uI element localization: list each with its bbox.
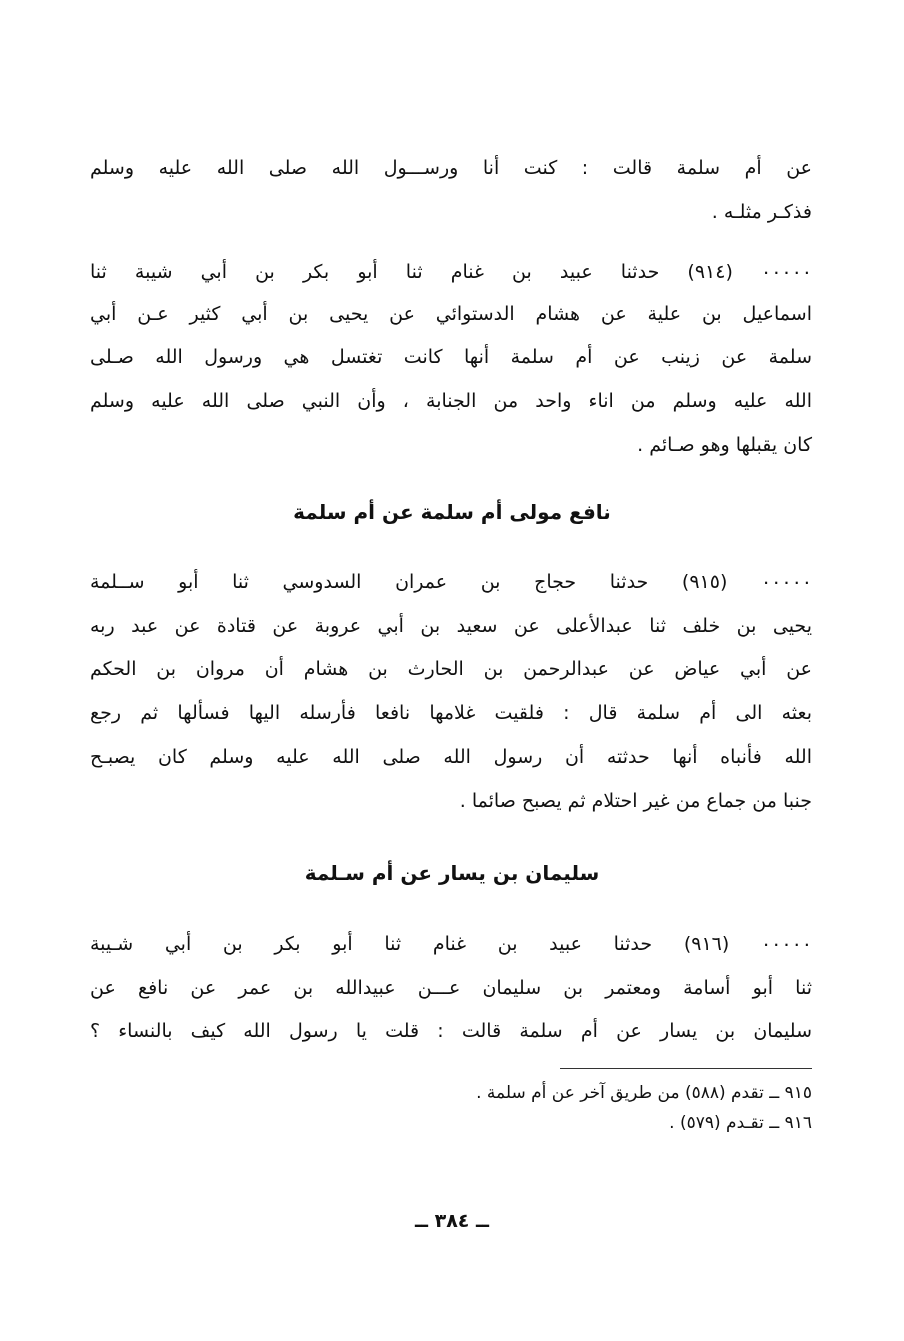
text-line: الله فأنباه أنها حدثته أن رسول الله صلى الله عليه وسلم كان يصبـح	[90, 746, 812, 768]
text-line: بعثه الى أم سلمة قال : فلقيت غلامها نافعا فأرسله اليها فسألها ثم رجع	[90, 702, 812, 724]
text-line: سلمة عن زينب عن أم سلمة أنها كانت تغتسل هي ورسول الله صـلى	[90, 346, 812, 368]
text-line: عن أبي عياض عن عبدالرحمن بن الحارث بن هشام أن مروان بن الحكم	[90, 658, 812, 680]
section-heading: سليمان بن يسار عن أم سـلمة	[304, 861, 600, 885]
section-heading: نافع مولى أم سلمة عن أم سلمة	[293, 500, 611, 524]
text-line: يحيى بن خلف ثنا عبدالأعلى عن سعيد بن أبي عروبة عن قتادة عن عبد ربه	[90, 615, 812, 637]
page-number: ــ ٣٨٤ ــ	[414, 1210, 489, 1232]
text-line: ٠٠٠٠٠ (٩١٦) حدثنا عبيد بن غنام ثنا أبو بكر بن أبي شـيبة	[90, 933, 812, 955]
text-line: ثنا أبو أسامة ومعتمر بن سليمان عـــن عبيدالله بن عمر عن نافع عن	[90, 977, 812, 999]
footnote-rule	[560, 1068, 812, 1069]
text-line: سليمان بن يسار عن أم سلمة قالت : قلت يا رسول الله كيف بالنساء ؟	[90, 1020, 812, 1042]
footnote: ٩١٥ ــ تقدم (٥٨٨) من طريق آخر عن أم سلمة .	[476, 1083, 812, 1103]
text-line: ٠٠٠٠٠ (٩١٥) حدثنا حجاج بن عمران السدوسي ثنا أبو ســلمة	[90, 571, 812, 593]
text-line: اسماعيل بن علية عن هشام الدستوائي عن يحيى بن أبي كثير عـن أبي	[90, 303, 812, 325]
footnote: ٩١٦ ــ تقـدم (٥٧٩) .	[669, 1113, 812, 1133]
text-line: كان يقبلها وهو صـائم .	[637, 434, 812, 456]
text-line: جنبا من جماع من غير احتلام ثم يصبح صائما .	[459, 790, 812, 812]
text-line: عن أم سلمة قالت : كنت أنا ورســـول الله صلى الله عليه وسلم	[90, 157, 812, 179]
text-line: ٠٠٠٠٠ (٩١٤) حدثنا عبيد بن غنام ثنا أبو بكر بن أبي شيبة ثنا	[90, 261, 813, 283]
text-line: الله عليه وسلم من اناء واحد من الجنابة ، وأن النبي صلى الله عليه وسلم	[90, 390, 812, 412]
text-line: فذكـر مثلـه .	[711, 201, 812, 223]
